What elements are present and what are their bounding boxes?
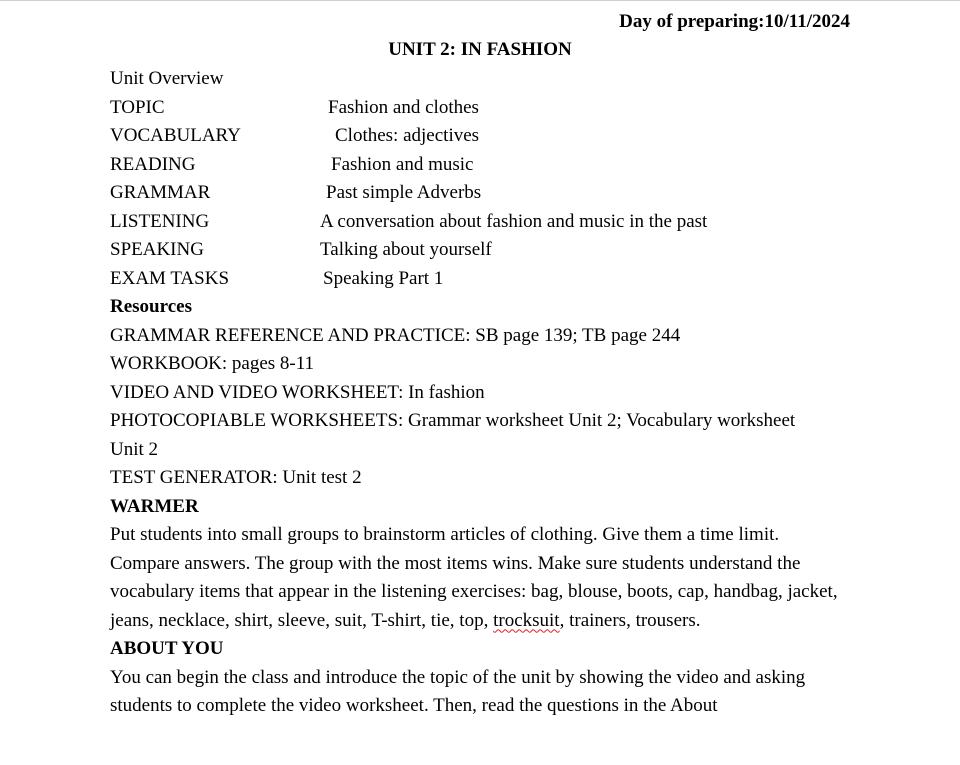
date-of-preparing: Day of preparing:10/11/2024 [619,11,850,32]
overview-row-topic [110,94,850,123]
overview-value: Speaking Part 1 [323,267,444,289]
resource-item: TEST GENERATOR: Unit test 2 [110,467,362,488]
warmer-text: Put students into small groups to brainstorm articles of clothing. Give them a time limit. Compare answers. The group with the most items wins. Make sure students understand the vocabulary items that appear in the listening exercises: bag, blouse, boots, cap, handbag, jacket, jeans, necklace, shirt, sleeve, suit, T-shirt, tie, top, [110,524,838,631]
about-you-heading: ABOUT YOU [110,638,224,659]
resource-item: WORKBOOK: pages 8-11 [110,353,315,374]
overview-row-reading [110,151,850,180]
warmer-text-end: , trainers, trousers. [559,609,701,631]
resources-heading: Resources [110,296,192,317]
overview-value: Fashion and clothes [328,96,479,118]
overview-row-listening [110,208,850,237]
overview-row-vocabulary [110,122,850,151]
spelling-flagged-word: trocksuit [493,609,560,631]
overview-value: Talking about yourself [320,239,492,260]
warmer-paragraph [110,521,845,635]
overview-label: SPEAKING [110,239,204,260]
overview-label: READING [110,153,196,175]
overview-row-speaking [110,236,850,265]
overview-value: A conversation about fashion and music in the past [320,210,708,232]
overview-row-exam-tasks [110,265,850,294]
resource-item: VIDEO AND VIDEO WORKSHEET: In fashion [110,381,485,403]
warmer-heading: WARMER [110,495,199,517]
overview-label: LISTENING [110,210,210,232]
overview-label: GRAMMAR [110,182,211,203]
overview-value: Fashion and music [331,153,474,175]
overview-label: EXAM TASKS [110,267,230,289]
page-top-border [0,0,960,1]
overview-value: Clothes: adjectives [335,125,480,146]
overview-heading: Unit Overview [110,68,224,89]
overview-label: VOCABULARY [110,125,241,146]
document-page [110,8,850,721]
about-you-paragraph: You can begin the class and introduce the topic of the unit by showing the video and asking students to complete the video worksheet. Then, read the questions in the About [110,666,806,716]
resource-item: PHOTOCOPIABLE WORKSHEETS: Grammar worksheet Unit 2; Vocabulary worksheet Unit 2 [110,410,796,460]
unit-title: UNIT 2: IN FASHION [388,39,572,60]
resource-item: GRAMMAR REFERENCE AND PRACTICE: SB page 139; TB page 244 [110,324,681,346]
overview-value: Past simple Adverbs [326,182,482,203]
overview-row-grammar [110,179,850,208]
overview-label: TOPIC [110,96,165,118]
